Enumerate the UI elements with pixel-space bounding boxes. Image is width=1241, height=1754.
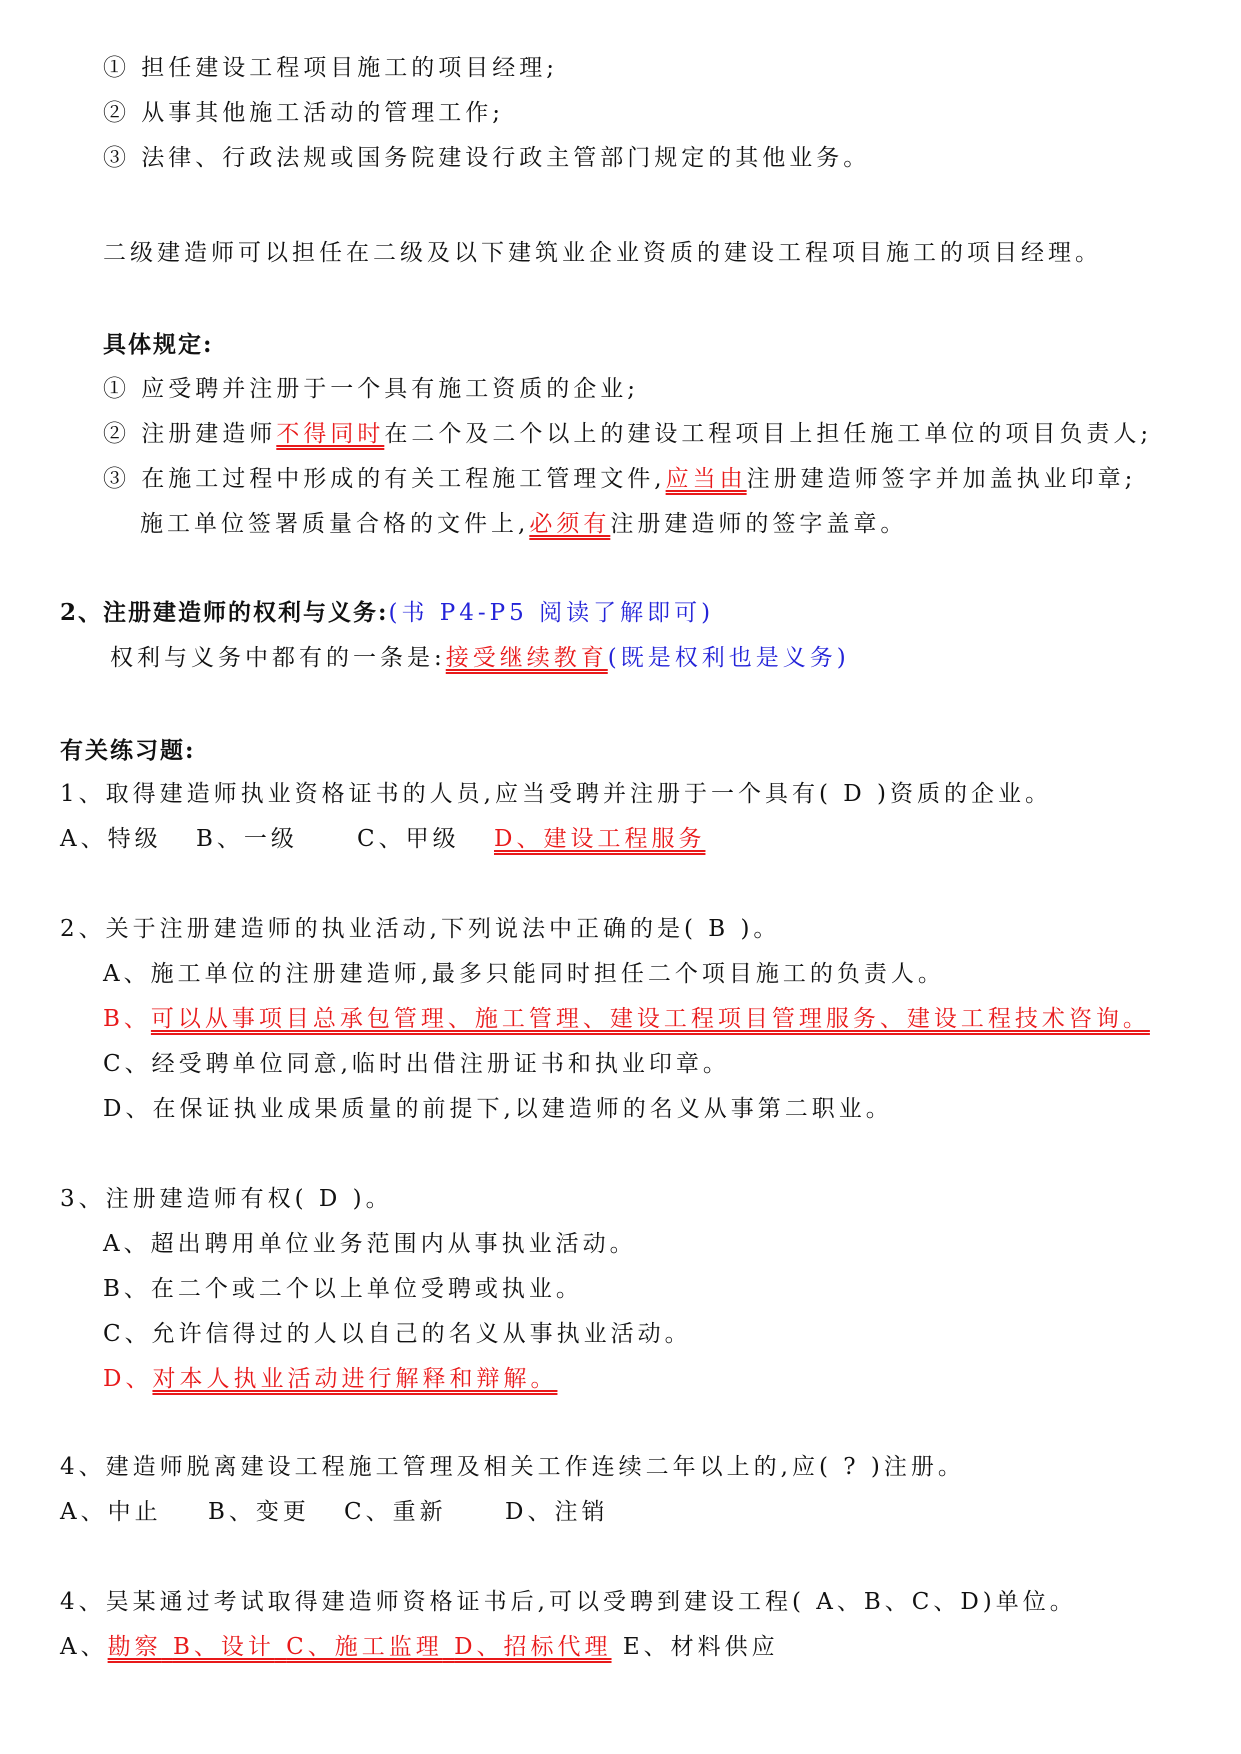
q5-option-d: D、招标代理 (454, 1634, 612, 1660)
q3-option-a: A、超出聘用单位业务范围内从事执业活动。 (103, 1231, 637, 1257)
q1-option-d: D、建设工程服务 (494, 826, 706, 852)
rule-2-prefix: ② 注册建造师 (103, 421, 277, 447)
q1-option-c: C、甲级 (357, 826, 460, 852)
q4-stem: 4、建造师脱离建设工程施工管理及相关工作连续二年以上的,应( ? )注册。 (60, 1454, 965, 1480)
q5-options (60, 1632, 779, 1662)
q5-option-c: C、施工监理 (286, 1634, 443, 1660)
q1-stem: 1、取得建造师执业资格证书的人员,应当受聘并注册于一个具有( D )资质的企业。 (60, 781, 1052, 807)
q3-option-d-text: 对本人执业活动进行解释和辩解。 (152, 1366, 558, 1392)
rule-3-highlight: 应当由 (665, 466, 747, 492)
rule-3-suffix: 注册建造师签字并加盖执业印章; (746, 466, 1137, 492)
q4-option-a: A、中止 (60, 1499, 162, 1525)
q3-option-c: C、允许信得过的人以自己的名义从事执业活动。 (103, 1321, 692, 1347)
q5-option-e: E、材料供应 (622, 1634, 779, 1660)
intro-item-2: ② 从事其他施工活动的管理工作; (103, 100, 505, 126)
section-2-heading: 2、注册建造师的权利与义务: (60, 599, 389, 626)
rule-3 (103, 464, 1136, 494)
rule-4-highlight: 必须有 (529, 511, 611, 537)
q5-option-a: 勘察 (107, 1634, 162, 1660)
q3-option-b: B、在二个或二个以上单位受聘或执业。 (103, 1276, 583, 1302)
q2-option-b-text: 可以从事项目总承包管理、施工管理、建设工程项目管理服务、建设工程技术咨询。 (150, 1006, 1150, 1032)
q1-option-b: B、一级 (196, 826, 298, 852)
second-level-note: 二级建造师可以担任在二级及以下建筑业企业资质的建设工程项目施工的项目经理。 (103, 240, 1102, 266)
q2-option-b (103, 1004, 1150, 1034)
section-2-note: (书 P4-P5 阅读了解即可) (388, 600, 715, 626)
exercises-heading: 有关练习题: (60, 737, 196, 764)
q4-option-c: C、重新 (344, 1499, 447, 1525)
q4-option-b: B、变更 (208, 1499, 310, 1525)
q2-stem: 2、关于注册建造师的执业活动,下列说法中正确的是( B )。 (60, 916, 781, 942)
section-2-heading-line (60, 598, 714, 628)
section-2-line (110, 643, 850, 673)
q5-stem: 4、吴某通过考试取得建造师资格证书后,可以受聘到建设工程( A、B、C、D)单位。 (60, 1589, 1077, 1615)
intro-item-3: ③ 法律、行政法规或国务院建设行政主管部门规定的其他业务。 (103, 145, 871, 171)
rule-4-prefix: 施工单位签署质量合格的文件上, (140, 511, 530, 537)
q3-stem: 3、注册建造师有权( D )。 (60, 1186, 393, 1212)
q5-option-a-letter: A、 (60, 1634, 108, 1660)
rule-2-highlight: 不得同时 (276, 421, 385, 447)
rule-1: ① 应受聘并注册于一个具有施工资质的企业; (103, 376, 640, 402)
q2-option-c: C、经受聘单位同意,临时出借注册证书和执业印章。 (103, 1051, 730, 1077)
rules-heading: 具体规定: (103, 331, 214, 358)
section-2-line-prefix: 权利与义务中都有的一条是: (110, 645, 446, 671)
rule-3-prefix: ③ 在施工过程中形成的有关工程施工管理文件, (103, 466, 666, 492)
rule-2 (103, 419, 1152, 449)
rule-2-suffix: 在二个及二个以上的建设工程项目上担任施工单位的项目负责人; (384, 421, 1153, 447)
q4-option-d: D、注销 (505, 1499, 609, 1525)
rule-4 (140, 509, 907, 539)
rule-4-suffix: 注册建造师的签字盖章。 (610, 511, 908, 537)
intro-item-1: ① 担任建设工程项目施工的项目经理; (103, 55, 559, 81)
section-2-line-note: (既是权利也是义务) (607, 645, 850, 671)
q2-option-d: D、在保证执业成果质量的前提下,以建造师的名义从事第二职业。 (103, 1096, 893, 1122)
q3-option-d (103, 1364, 557, 1394)
section-2-line-highlight: 接受继续教育 (445, 645, 608, 671)
q2-option-b-letter: B、 (103, 1006, 151, 1032)
q5-option-b: B、设计 (172, 1634, 275, 1660)
q2-option-a: A、施工单位的注册建造师,最多只能同时担任二个项目施工的负责人。 (103, 961, 945, 987)
q3-option-d-letter: D、 (103, 1366, 153, 1392)
q1-option-a: A、特级 (60, 826, 162, 852)
